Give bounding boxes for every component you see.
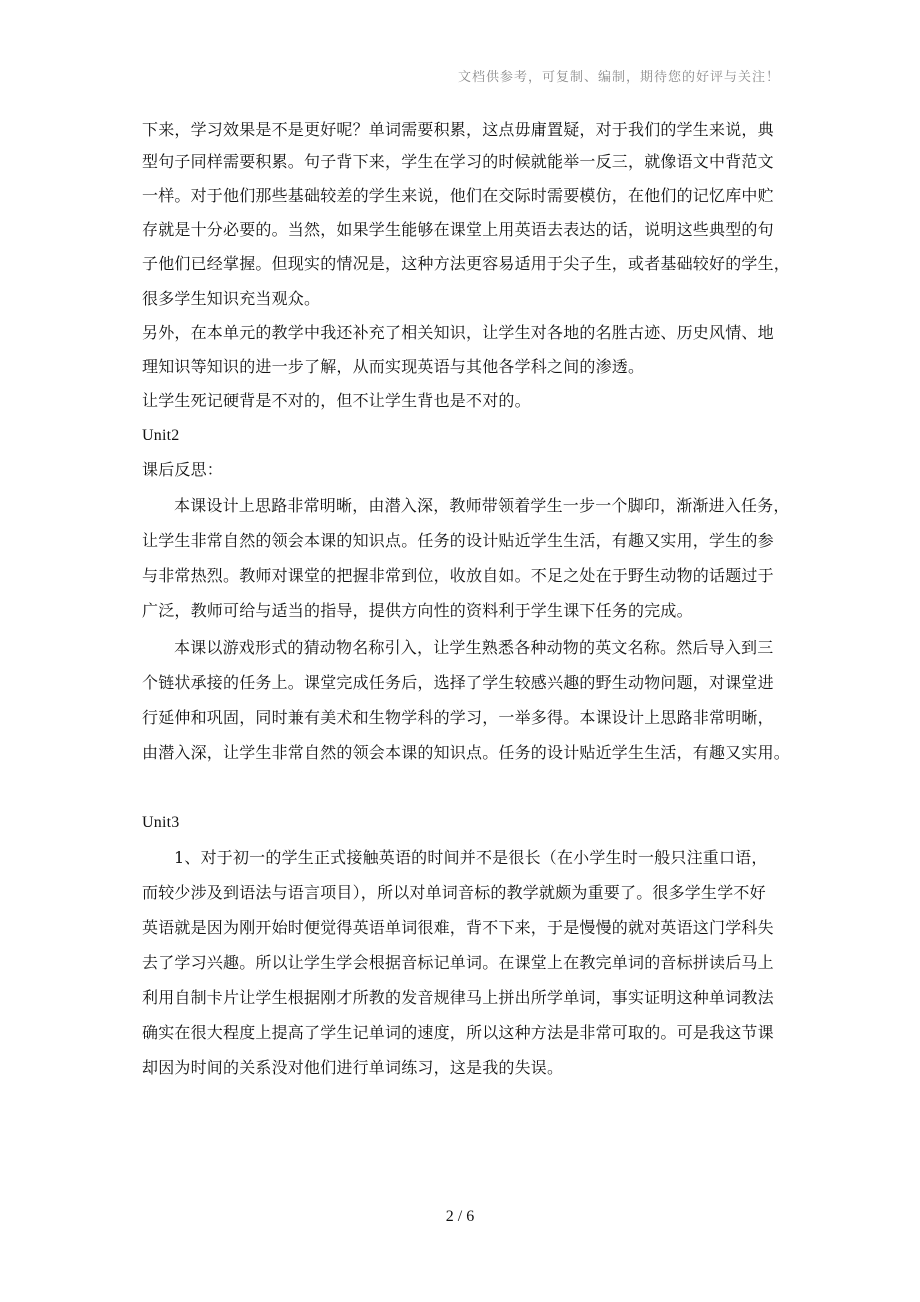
- text-line: 下来，学习效果是不是更好呢？单词需要积累，这点毋庸置疑，对于我们的学生来说，典: [142, 120, 774, 139]
- text-line: 一样。对于他们那些基础较差的学生来说，他们在交际时需要模仿，在他们的记忆库中贮: [142, 186, 774, 205]
- text-line: 广泛，教师可给与适当的指导，提供方向性的资料利于学生课下任务的完成。: [142, 601, 693, 620]
- text-line: 1、对于初一的学生正式接触英语的时间并不是很长（在小学生时一般只注重口语，: [174, 848, 768, 867]
- reflection-label: 课后反思：: [142, 460, 224, 479]
- text-line: 由潜入深，让学生非常自然的领会本课的知识点。任务的设计贴近学生生活，有趣又实用。: [142, 743, 791, 762]
- text-line: 行延伸和巩固，同时兼有美术和生物学科的学习，一举多得。本课设计上思路非常明晰，: [142, 708, 774, 727]
- text-line: 确实在很大程度上提高了学生记单词的速度，所以这种方法是非常可取的。可是我这节课: [142, 1023, 774, 1042]
- text-line: 让学生非常自然的领会本课的知识点。任务的设计贴近学生生活，有趣又实用，学生的参: [142, 531, 774, 550]
- text-line: 而较少涉及到语法与语言项目），所以对单词音标的教学就颇为重要了。很多学生学不好: [142, 883, 766, 902]
- unit3-heading: Unit3: [142, 814, 180, 831]
- text-line: 理知识等知识的进一步了解，从而实现英语与其他各学科之间的渗透。: [142, 357, 645, 376]
- text-line: 本课以游戏形式的猜动物名称引入，让学生熟悉各种动物的英文名称。然后导入到三: [174, 638, 774, 657]
- text-line: 去了学习兴趣。所以让学生学会根据音标记单词。在课堂上在教完单词的音标拼读后马上: [142, 953, 774, 972]
- text-line: 很多学生知识充当观众。: [142, 289, 321, 308]
- text-line: 利用自制卡片让学生根据刚才所教的发音规律马上拼出所学单词，事实证明这种单词教法: [142, 988, 774, 1007]
- text-line: 与非常热烈。教师对课堂的把握非常到位，收放自如。不足之处在于野生动物的话题过于: [142, 566, 774, 585]
- text-line: 让学生死记硬背是不对的，但不让学生背也是不对的。: [142, 391, 531, 410]
- text-line: 本课设计上思路非常明晰，由潜入深，教师带领着学生一步一个脚印，渐渐进入任务，: [174, 496, 790, 515]
- text-line: 型句子同样需要积累。句子背下来，学生在学习的时候就能举一反三，就像语文中背范文: [142, 152, 774, 171]
- text-line: 个链状承接的任务上。课堂完成任务后，选择了学生较感兴趣的野生动物问题，对课堂进: [142, 673, 774, 692]
- unit2-heading: Unit2: [142, 427, 180, 444]
- text-line: 另外，在本单元的教学中我还补充了相关知识，让学生对各地的名胜古迹、历史风情、地: [142, 323, 774, 342]
- page-number: 2 / 6: [445, 1208, 475, 1225]
- text-line: 英语就是因为刚开始时便觉得英语单词很难，背不下来，于是慢慢的就对英语这门学科失: [142, 918, 774, 937]
- text-line: 子他们已经掌握。但现实的情况是，这种方法更容易适用于尖子生，或者基础较好的学生，: [142, 254, 791, 273]
- text-line: 却因为时间的关系没对他们进行单词练习，这是我的失误。: [142, 1058, 564, 1077]
- text-line: 存就是十分必要的。当然，如果学生能够在课堂上用英语去表达的话，说明这些典型的句: [142, 220, 774, 239]
- header-note: 文档供参考，可复制、编制，期待您的好评与关注！: [457, 70, 780, 85]
